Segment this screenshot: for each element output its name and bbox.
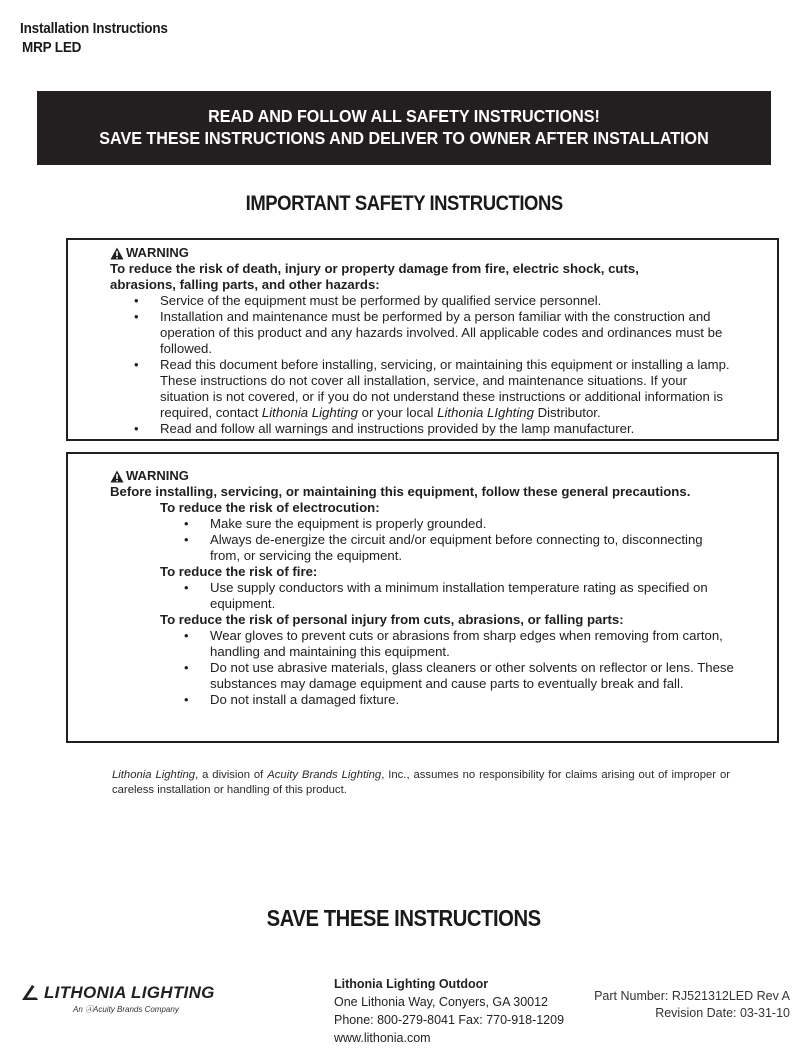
- list-item: • Installation and maintenance must be performed by a person familiar with the construction and operation of this product and any hazards involved. All applicable codes and ordinances must be followed.: [134, 309, 730, 357]
- warning-1-content: [110, 245, 730, 437]
- list-item: • Do not install a damaged fixture.: [184, 692, 735, 708]
- fire-heading: To reduce the risk of fire:: [160, 564, 318, 579]
- logo-tagline: An ⒶAcuity Brands Company: [73, 1005, 179, 1014]
- list-item: • Read and follow all warnings and instructions provided by the lamp manufacturer.: [134, 421, 730, 437]
- product-name: MRP LED: [22, 39, 82, 56]
- logo-wordmark: LITHONIA LIGHTING: [44, 983, 215, 1002]
- brand-name: Lithonia LIghting: [437, 405, 534, 420]
- injury-bullets: [184, 628, 735, 708]
- injury-heading: To reduce the risk of personal injury from cuts, abrasions, or falling parts:: [160, 612, 624, 627]
- list-item: • Make sure the equipment is properly grounded.: [184, 516, 735, 532]
- company-name: Lithonia Lighting Outdoor: [334, 977, 489, 991]
- banner-line-2: SAVE THESE INSTRUCTIONS AND DELIVER TO OWNER AFTER INSTALLATION: [99, 128, 709, 148]
- save-title-text: SAVE THESE INSTRUCTIONS: [266, 905, 542, 931]
- warning-2-content: [110, 468, 735, 708]
- list-item: • Service of the equipment must be performed by qualified service personnel.: [134, 293, 730, 309]
- company-logo: [18, 983, 215, 1003]
- warning-1-heading: [110, 245, 730, 261]
- electrocution-bullets: [184, 516, 735, 564]
- company-address: [334, 975, 564, 1047]
- fire-bullets: [184, 580, 735, 612]
- page-title: [0, 192, 808, 216]
- electrocution-heading: To reduce the risk of electrocution:: [160, 500, 380, 515]
- list-item: • Always de-energize the circuit and/or equipment before connecting to, disconnecting from, or servicing the equipment.: [184, 532, 735, 564]
- document-header: [20, 20, 184, 56]
- list-item: • Use supply conductors with a minimum installation temperature rating as specified on equipment.: [184, 580, 735, 612]
- warning-1-bullets: [134, 293, 730, 437]
- warning-1-intro-line2: abrasions, falling parts, and other hazards:: [110, 277, 380, 292]
- warning-triangle-icon: [110, 470, 124, 483]
- brand-name: Lithonia Lighting: [112, 769, 196, 781]
- warning-2-intro: Before installing, servicing, or maintaining this equipment, follow these general precautions.: [110, 484, 691, 499]
- brand-name: Acuity Brands Lighting: [267, 769, 382, 781]
- save-instructions-title: [0, 905, 808, 932]
- website: www.lithonia.com: [334, 1031, 431, 1045]
- banner-line-1: READ AND FOLLOW ALL SAFETY INSTRUCTIONS!: [208, 106, 600, 126]
- brand-name: Lithonia Lighting: [261, 405, 358, 420]
- safety-banner: [37, 91, 771, 165]
- lithonia-logo-icon: [18, 984, 40, 1002]
- doc-type-label: Installation Instructions: [20, 20, 168, 37]
- list-item: • Read this document before installing, servicing, or maintaining this equipment or installing a lamp. These instructions do not cover all installation, service, and maintenance situations. If your situation is not covered, or if you do not understand these instructions or additional information is required, contact Lithonia Lighting or your local Lithonia LIghting Distributor.: [134, 357, 730, 421]
- phone-fax: Phone: 800-279-8041 Fax: 770-918-1209: [334, 1013, 565, 1027]
- page-title-text: IMPORTANT SAFETY INSTRUCTIONS: [245, 192, 563, 215]
- liability-disclaimer: Lithonia Lighting, a division of Acuity Brands Lighting, Inc., assumes no responsibility for claims arising out of improper or careless installation or handling of this product.: [112, 769, 730, 796]
- warning-2-heading: [110, 468, 735, 484]
- warning-2-label: WARNING: [126, 468, 189, 483]
- part-info: [594, 988, 790, 1022]
- warning-triangle-icon: [110, 247, 124, 260]
- warning-1-label: WARNING: [126, 245, 189, 260]
- part-number: Part Number: RJ521312LED Rev A: [594, 989, 790, 1003]
- warning-1-intro-line1: To reduce the risk of death, injury or property damage from fire, electric shock, cuts,: [110, 261, 639, 276]
- revision-date: Revision Date: 03-31-10: [655, 1006, 790, 1020]
- list-item: • Do not use abrasive materials, glass cleaners or other solvents on reflector or lens. These substances may damage equipment and cause parts to eventually break and fall.: [184, 660, 735, 692]
- street-address: One Lithonia Way, Conyers, GA 30012: [334, 995, 549, 1009]
- list-item: • Wear gloves to prevent cuts or abrasions from sharp edges when removing from carton, handling and maintaining this equipment.: [184, 628, 735, 660]
